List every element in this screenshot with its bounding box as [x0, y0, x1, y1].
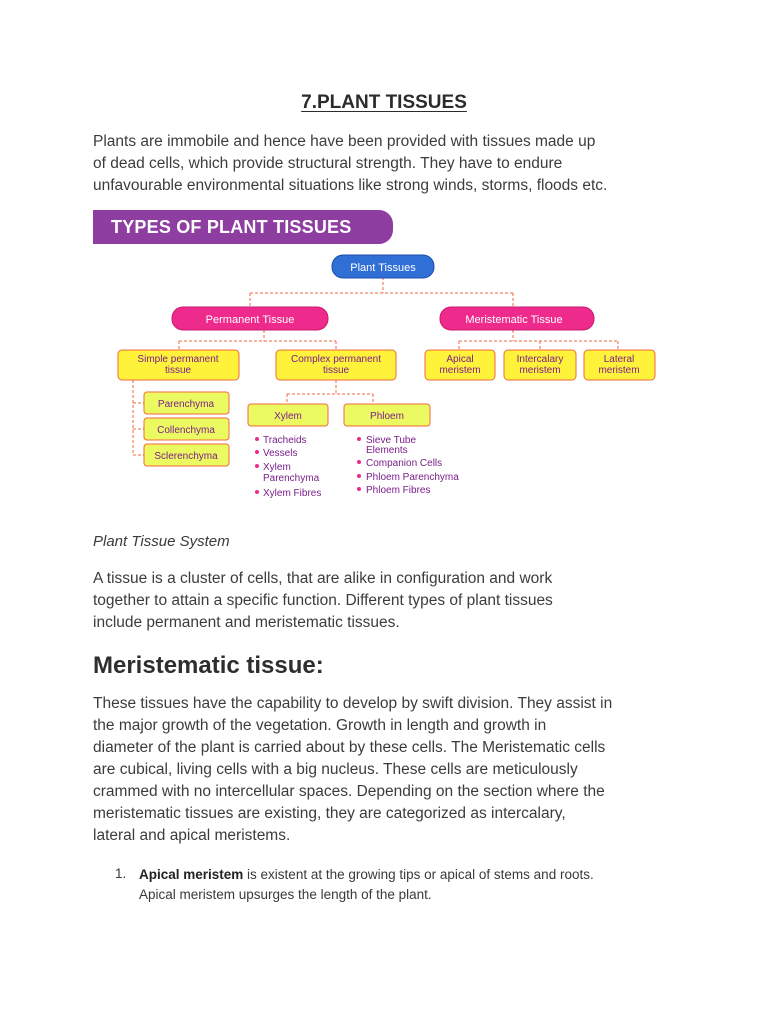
list-number: 1.: [115, 866, 127, 881]
text-line: crammed with no intercellular spaces. Depending on the section where the: [93, 783, 605, 800]
list-item: Xylem Fibres: [263, 488, 322, 499]
node-label: Plant Tissues: [350, 262, 416, 274]
node-label: Permanent Tissue: [205, 314, 295, 326]
text-line: together to attain a specific function. Different types of plant tissues: [93, 592, 553, 609]
bullet-icon: [255, 490, 259, 494]
text-line: unfavourable environmental situations like strong winds, storms, floods etc.: [93, 177, 608, 194]
list-item: Tracheids: [263, 435, 307, 446]
banner-label: TYPES OF PLANT TISSUES: [111, 217, 352, 237]
node-label: Collenchyma: [157, 425, 215, 436]
section-heading: Meristematic tissue:: [93, 652, 324, 679]
node-label: meristem: [598, 365, 640, 376]
bullet-icon: [357, 487, 361, 491]
list-item: Companion Cells: [366, 458, 443, 469]
node-label: Apical: [446, 354, 474, 365]
text-line: the major growth of the vegetation. Growth in length and growth in: [93, 717, 547, 734]
node-label: Lateral: [603, 354, 635, 365]
list-item-apical: [139, 865, 594, 905]
meristem-paragraph: [93, 693, 693, 847]
text-line: diameter of the plant is carried about by these cells. The Meristematic cells: [93, 739, 606, 756]
text-line: include permanent and meristematic tissues.: [93, 614, 400, 631]
bullet-icon: [255, 437, 259, 441]
node-label: meristem: [439, 365, 481, 376]
tissue-paragraph: [93, 568, 693, 634]
node-label: Parenchyma: [157, 399, 215, 410]
list-item: Elements: [366, 445, 408, 456]
bullet-icon: [255, 450, 259, 454]
list-item: Vessels: [263, 448, 298, 459]
page-title: 7.PLANT TISSUES: [301, 92, 467, 113]
node-label: Phloem: [370, 411, 404, 422]
list-item: Sieve Tube: [366, 435, 417, 446]
text-line: are cubical, living cells with a big nucleus. These cells are meticulously: [93, 761, 578, 778]
text-line: meristematic tissues are existing, they are categorized as intercalary,: [93, 805, 566, 822]
text-line: of dead cells, which provide structural strength. They have to endure: [93, 155, 563, 172]
node-label: Meristematic Tissue: [465, 314, 563, 326]
figure-caption: Plant Tissue System: [93, 533, 230, 550]
node-label: tissue: [322, 365, 350, 376]
node-label: tissue: [164, 365, 192, 376]
list-item: Phloem Fibres: [366, 485, 431, 496]
text-line: lateral and apical meristems.: [93, 827, 291, 844]
node-label: Complex permanent: [290, 354, 382, 365]
node-label: Xylem: [274, 411, 302, 422]
list-item: Phloem Parenchyma: [366, 472, 459, 483]
node-label: meristem: [519, 365, 561, 376]
text-line: A tissue is a cluster of cells, that are alike in configuration and work: [93, 570, 553, 587]
node-label: Intercalary: [516, 354, 564, 365]
bullet-icon: [255, 464, 259, 468]
node-label: Sclerenchyma: [154, 451, 218, 462]
bullet-icon: [357, 437, 361, 441]
text-line: These tissues have the capability to develop by swift division. They assist in: [93, 695, 613, 712]
list-item: Xylem: [263, 462, 291, 473]
list-item: Parenchyma: [263, 473, 320, 484]
list-bold-term: Apical meristem: [139, 867, 244, 882]
list-text: Apical meristem upsurges the length of the plant.: [139, 887, 432, 902]
bullet-icon: [357, 460, 361, 464]
node-label: Simple permanent: [137, 354, 219, 365]
text-line: Plants are immobile and hence have been provided with tissues made up: [93, 133, 596, 150]
bullet-icon: [357, 474, 361, 478]
list-text: is existent at the growing tips or apical of stems and roots.: [243, 867, 594, 882]
